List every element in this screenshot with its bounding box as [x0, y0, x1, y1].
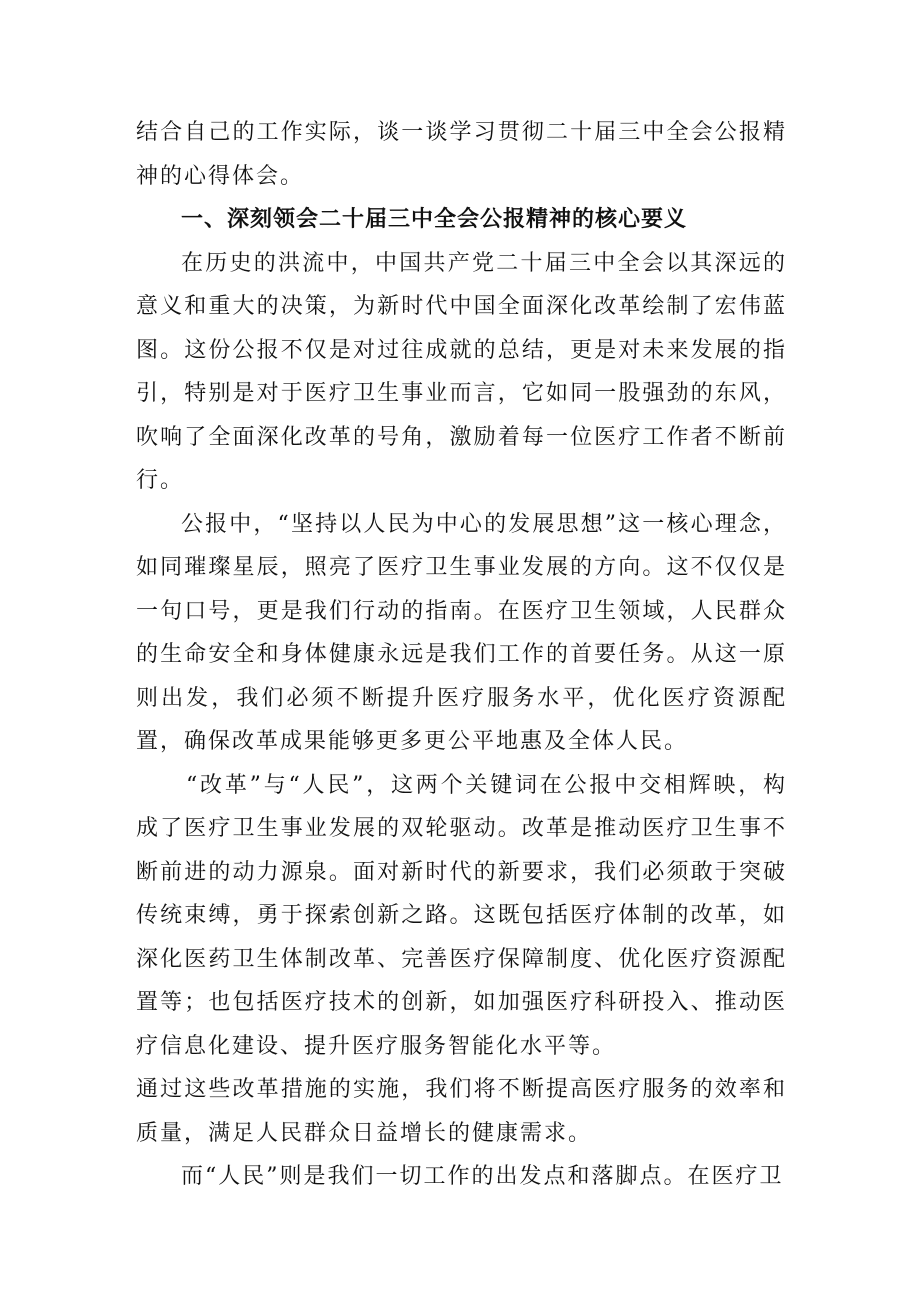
body-paragraph: 通过这些改革措施的实施，我们将不断提高医疗服务的效率和质量，满足人民群众日益增长的健康需求。: [136, 1077, 787, 1146]
body-paragraph: 在历史的洪流中，中国共产党二十届三中全会以其深远的意义和重大的决策，为新时代中国全面深化改革绘制了宏伟蓝图。这份公报不仅是对过往成就的总结，更是对未来发展的指引，特别是对于医疗卫生事业而言，它如同一股强劲的东风，吹响了全面深化改革的号角，激励着每一位医疗工作者不断前行。: [136, 250, 787, 493]
intro-paragraph: 结合自己的工作实际，谈一谈学习贯彻二十届三中全会公报精神的心得体会。: [136, 120, 787, 189]
body-paragraph: 公报中，“坚持以人民为中心的发展思想”这一核心理念，如同璀璨星辰，照亮了医疗卫生事业发展的方向。这不仅仅是一句口号，更是我们行动的指南。在医疗卫生领域，人民群众的生命安全和身体健康永远是我们工作的首要任务。从这一原则出发，我们必须不断提升医疗服务水平，优化医疗资源配置，确保改革成果能够更多更公平地惠及全体人民。: [136, 511, 787, 754]
section-heading: 一、深刻领会二十届三中全会公报精神的核心要义: [181, 207, 688, 232]
document-body: [136, 111, 787, 1199]
body-paragraph: 而“人民”则是我们一切工作的出发点和落脚点。在医疗卫: [181, 1164, 784, 1189]
body-paragraph: “改革”与“人民”，这两个关键词在公报中交相辉映，构成了医疗卫生事业发展的双轮驱动。改革是推动医疗卫生事不断前进的动力源泉。面对新时代的新要求，我们必须敢于突破传统束缚，勇于探索创新之路。这既包括医疗体制的改革，如深化医药卫生体制改革、完善医疗保障制度、优化医疗资源配置等；也包括医疗技术的创新，如加强医疗科研投入、推动医疗信息化建设、提升医疗服务智能化水平等。: [136, 772, 787, 1059]
